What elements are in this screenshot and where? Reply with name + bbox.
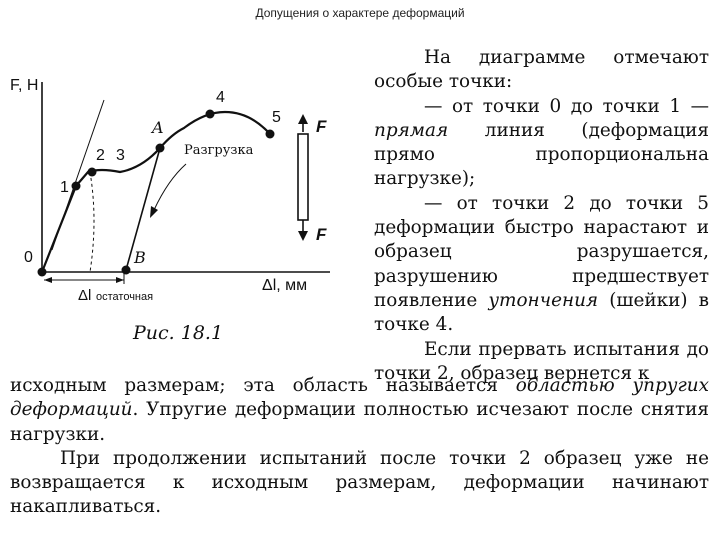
point-5-label: 5 (272, 109, 281, 126)
point-a-label: A (152, 118, 164, 137)
point-1 (72, 182, 81, 191)
residual-text: остаточная (96, 291, 154, 303)
paragraph-plastic (10, 447, 709, 520)
item-1-text-b: линия (деформация прямо пропорциональна нагрузке); (374, 119, 709, 190)
elastic-emphasis: областью упругих деформаций (10, 375, 709, 421)
point-1-label: 1 (60, 179, 69, 196)
item-3-text: Если прервать испытания до точки 2, образец вернется к (374, 338, 709, 384)
point-4-label: 4 (216, 89, 225, 106)
item-1-emphasis: прямая (374, 119, 449, 141)
force-label-top: F (316, 117, 327, 136)
point-3-label: 3 (116, 147, 125, 164)
x-axis-label: Δl, мм (262, 277, 308, 294)
unloading-arrowhead (150, 206, 158, 218)
unloading-label: Разгрузка (184, 143, 254, 158)
item-2-emphasis: утончения (488, 289, 599, 311)
elastic-text-a: исходным размерам; эта область называется (10, 375, 516, 396)
point-5 (266, 130, 275, 139)
bottom-text (10, 374, 709, 520)
figure-caption: Рис. 18.1 (133, 322, 224, 344)
item-2-text-a: — от точки 2 до точки 5 деформации быстро нарастают и образец разрушается, разрушению предшествует появление (374, 192, 709, 311)
point-2 (88, 168, 97, 177)
point-0-label: 0 (24, 249, 33, 266)
paragraph-item-2 (374, 192, 709, 338)
elastic-text-b: . Упругие деформации полностью исчезают после снятия нагрузки. (10, 399, 709, 445)
force-label-bottom: F (316, 225, 327, 244)
specimen (298, 134, 308, 220)
slide-title: Допущения о характере деформаций (255, 6, 465, 20)
residual-symbol: Δl (78, 287, 92, 304)
stress-strain-figure (0, 60, 380, 360)
point-0 (38, 268, 47, 277)
residual-arrow-left (44, 277, 52, 283)
item-2-text-b: (шейки) в точке 4. (374, 289, 709, 336)
item-1-text-a: — от точки 0 до точки 1 — (424, 95, 709, 117)
paragraph-item-1 (374, 95, 709, 192)
proportional-line (52, 100, 104, 250)
force-arrow-bottom (298, 231, 308, 241)
force-arrow-top (298, 114, 308, 124)
point-b-label: B (134, 248, 146, 267)
y-axis-label: F, Н (10, 77, 39, 94)
paragraph-elastic (10, 374, 709, 447)
diagram-svg (0, 60, 380, 320)
intro-text: На диаграмме отмечают особые точки: (374, 47, 709, 93)
dashed-line (90, 172, 94, 272)
point-b (122, 266, 131, 275)
plastic-text: При продолжении испытаний после точки 2 образец уже не возвращается к исходным размерам, деформации начинают накапливаться. (10, 447, 709, 518)
unloading-leader (154, 164, 186, 210)
residual-arrow-right (116, 277, 124, 283)
paragraph-intro (374, 46, 709, 95)
point-2-label: 2 (96, 147, 105, 164)
point-a (156, 144, 165, 153)
point-4 (206, 110, 215, 119)
right-text-column (374, 46, 709, 386)
